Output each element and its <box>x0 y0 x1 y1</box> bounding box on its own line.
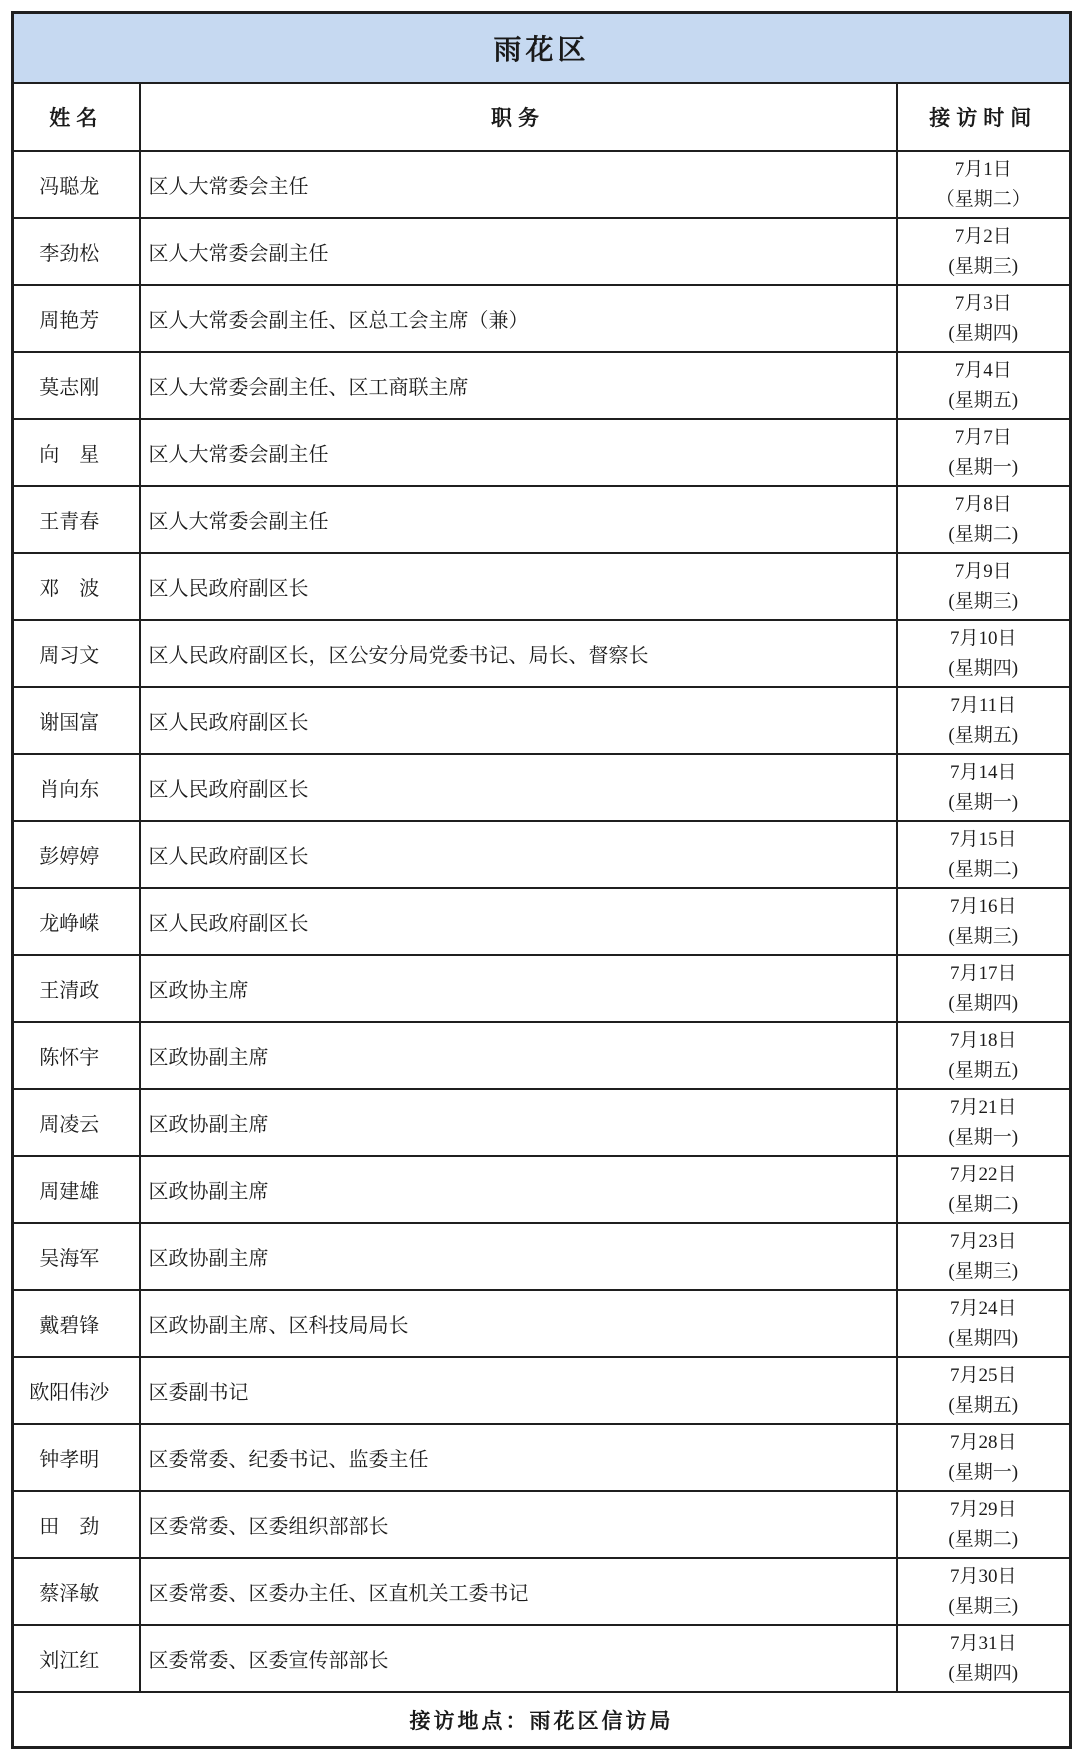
table-row <box>13 553 1071 620</box>
date-text: 7月7日 <box>954 426 1012 448</box>
person-name: 周凌云 <box>13 1089 140 1156</box>
table-row <box>13 352 1071 419</box>
schedule-rows <box>13 151 1071 1692</box>
table-row <box>13 620 1071 687</box>
person-name: 周习文 <box>13 620 140 687</box>
date-text: 7月16日 <box>949 895 1017 917</box>
person-position: 区人大常委会副主任 <box>140 218 897 285</box>
person-position: 区委常委、区委办主任、区直机关工委书记 <box>140 1558 897 1625</box>
reception-schedule-table <box>11 11 1072 1749</box>
reception-date <box>897 1424 1071 1491</box>
date-text: 7月23日 <box>949 1230 1017 1252</box>
date-text: 7月24日 <box>949 1297 1017 1319</box>
weekday-text: (星期四) <box>948 657 1019 679</box>
date-text: 7月18日 <box>949 1029 1017 1051</box>
person-position: 区人民政府副区长 <box>140 888 897 955</box>
date-text: 7月11日 <box>950 694 1017 716</box>
date-text: 7月10日 <box>949 627 1017 649</box>
weekday-text: (星期四) <box>948 1327 1019 1349</box>
weekday-text: （星期二） <box>935 188 1031 210</box>
person-name: 彭婷婷 <box>13 821 140 888</box>
table-row <box>13 687 1071 754</box>
date-text: 7月31日 <box>949 1632 1017 1654</box>
reception-date <box>897 1357 1071 1424</box>
reception-date <box>897 553 1071 620</box>
weekday-text: (星期二) <box>948 1193 1019 1215</box>
weekday-text: (星期二) <box>948 1528 1019 1550</box>
table-row <box>13 1424 1071 1491</box>
reception-location: 接访地点：雨花区信访局 <box>13 1692 1071 1748</box>
person-position: 区政协副主席 <box>140 1223 897 1290</box>
reception-date <box>897 754 1071 821</box>
person-position: 区人民政府副区长，区公安分局党委书记、局长、督察长 <box>140 620 897 687</box>
reception-date <box>897 218 1071 285</box>
table-row <box>13 285 1071 352</box>
table-row <box>13 1223 1071 1290</box>
table-row <box>13 218 1071 285</box>
person-name: 戴碧锋 <box>13 1290 140 1357</box>
table-row <box>13 1625 1071 1692</box>
reception-date <box>897 1223 1071 1290</box>
person-name: 钟孝明 <box>13 1424 140 1491</box>
date-text: 7月25日 <box>949 1364 1017 1386</box>
person-position: 区委常委、纪委书记、监委主任 <box>140 1424 897 1491</box>
weekday-text: (星期二) <box>948 858 1019 880</box>
reception-date <box>897 821 1071 888</box>
person-name: 田 劲 <box>13 1491 140 1558</box>
person-name: 李劲松 <box>13 218 140 285</box>
reception-date <box>897 151 1071 218</box>
table-row <box>13 1491 1071 1558</box>
person-position: 区政协副主席 <box>140 1022 897 1089</box>
reception-date <box>897 285 1071 352</box>
table-row <box>13 1290 1071 1357</box>
person-name: 向 星 <box>13 419 140 486</box>
weekday-text: (星期一) <box>948 1461 1019 1483</box>
person-name: 冯聪龙 <box>13 151 140 218</box>
date-text: 7月17日 <box>949 962 1017 984</box>
person-position: 区政协主席 <box>140 955 897 1022</box>
reception-date <box>897 620 1071 687</box>
person-name: 蔡泽敏 <box>13 1558 140 1625</box>
person-position: 区委副书记 <box>140 1357 897 1424</box>
date-text: 7月1日 <box>954 158 1012 180</box>
table-row <box>13 486 1071 553</box>
person-position: 区人大常委会主任 <box>140 151 897 218</box>
reception-date <box>897 1089 1071 1156</box>
person-position: 区人大常委会副主任、区总工会主席（兼） <box>140 285 897 352</box>
table-row <box>13 1558 1071 1625</box>
person-name: 莫志刚 <box>13 352 140 419</box>
date-text: 7月9日 <box>954 560 1012 582</box>
weekday-text: (星期四) <box>948 992 1019 1014</box>
table-row <box>13 955 1071 1022</box>
district-title: 雨花区 <box>13 13 1071 84</box>
reception-date <box>897 1491 1071 1558</box>
person-name: 王清政 <box>13 955 140 1022</box>
weekday-text: (星期五) <box>948 389 1019 411</box>
weekday-text: (星期一) <box>948 1126 1019 1148</box>
person-name: 吴海军 <box>13 1223 140 1290</box>
person-name: 周艳芳 <box>13 285 140 352</box>
reception-date <box>897 1625 1071 1692</box>
table-row <box>13 151 1071 218</box>
table-row <box>13 888 1071 955</box>
table-row <box>13 821 1071 888</box>
reception-date <box>897 1022 1071 1089</box>
date-text: 7月3日 <box>954 292 1012 314</box>
person-position: 区人民政府副区长 <box>140 754 897 821</box>
person-position: 区人民政府副区长 <box>140 553 897 620</box>
person-position: 区政协副主席、区科技局局长 <box>140 1290 897 1357</box>
column-header-time: 接访时间 <box>897 83 1071 151</box>
reception-date <box>897 352 1071 419</box>
date-text: 7月14日 <box>949 761 1017 783</box>
date-text: 7月2日 <box>954 225 1012 247</box>
person-position: 区政协副主席 <box>140 1156 897 1223</box>
person-name: 王青春 <box>13 486 140 553</box>
person-position: 区委常委、区委宣传部部长 <box>140 1625 897 1692</box>
person-name: 邓 波 <box>13 553 140 620</box>
reception-date <box>897 486 1071 553</box>
date-text: 7月22日 <box>949 1163 1017 1185</box>
date-text: 7月29日 <box>949 1498 1017 1520</box>
weekday-text: (星期五) <box>948 1394 1019 1416</box>
table-row <box>13 1156 1071 1223</box>
person-name: 周建雄 <box>13 1156 140 1223</box>
date-text: 7月21日 <box>949 1096 1017 1118</box>
person-name: 刘江红 <box>13 1625 140 1692</box>
person-name: 陈怀宇 <box>13 1022 140 1089</box>
table-row <box>13 419 1071 486</box>
reception-date <box>897 1558 1071 1625</box>
reception-date <box>897 955 1071 1022</box>
weekday-text: (星期三) <box>948 255 1019 277</box>
person-position: 区人大常委会副主任 <box>140 486 897 553</box>
reception-date <box>897 1156 1071 1223</box>
table-row <box>13 1022 1071 1089</box>
column-header-name: 姓名 <box>13 83 140 151</box>
date-text: 7月15日 <box>949 828 1017 850</box>
table-row <box>13 1357 1071 1424</box>
reception-date <box>897 888 1071 955</box>
footer-row <box>13 1692 1071 1748</box>
person-name: 肖向东 <box>13 754 140 821</box>
table-row <box>13 754 1071 821</box>
reception-date <box>897 1290 1071 1357</box>
date-text: 7月4日 <box>954 359 1012 381</box>
date-text: 7月8日 <box>954 493 1012 515</box>
weekday-text: (星期三) <box>948 925 1019 947</box>
weekday-text: (星期四) <box>948 1662 1019 1684</box>
column-header-position: 职务 <box>140 83 897 151</box>
weekday-text: (星期四) <box>948 322 1019 344</box>
table-row <box>13 1089 1071 1156</box>
weekday-text: (星期三) <box>948 1595 1019 1617</box>
weekday-text: (星期五) <box>948 724 1019 746</box>
person-position: 区人大常委会副主任 <box>140 419 897 486</box>
date-text: 7月30日 <box>949 1565 1017 1587</box>
weekday-text: (星期二) <box>948 523 1019 545</box>
person-position: 区人大常委会副主任、区工商联主席 <box>140 352 897 419</box>
person-name: 谢国富 <box>13 687 140 754</box>
person-position: 区政协副主席 <box>140 1089 897 1156</box>
reception-date <box>897 687 1071 754</box>
person-name: 欧阳伟沙 <box>13 1357 140 1424</box>
person-name: 龙峥嵘 <box>13 888 140 955</box>
weekday-text: (星期五) <box>948 1059 1019 1081</box>
weekday-text: (星期一) <box>948 456 1019 478</box>
column-header-row <box>13 83 1071 151</box>
person-position: 区委常委、区委组织部部长 <box>140 1491 897 1558</box>
date-text: 7月28日 <box>949 1431 1017 1453</box>
person-position: 区人民政府副区长 <box>140 687 897 754</box>
title-row <box>13 13 1071 84</box>
reception-date <box>897 419 1071 486</box>
weekday-text: (星期三) <box>948 590 1019 612</box>
weekday-text: (星期一) <box>948 791 1019 813</box>
weekday-text: (星期三) <box>948 1260 1019 1282</box>
person-position: 区人民政府副区长 <box>140 821 897 888</box>
